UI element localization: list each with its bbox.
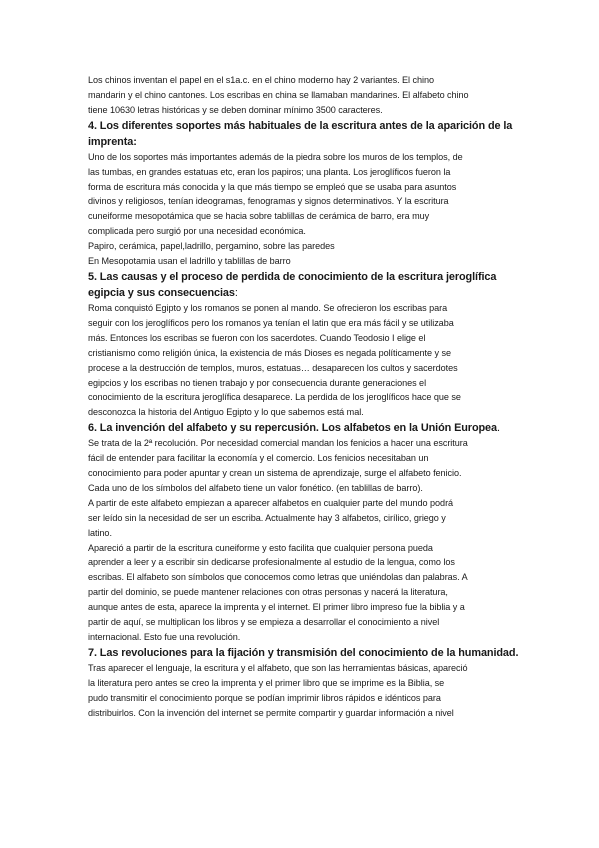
line-text: 6. La invención del alfabeto y su repercusión. Los alfabetos en la Unión Europea bbox=[88, 422, 497, 435]
section-heading-line bbox=[88, 645, 519, 661]
line-text: A partir de este alfabeto empiezan a aparecer alfabetos en cualquier parte del mundo podrá bbox=[88, 497, 454, 508]
body-text-line bbox=[88, 165, 519, 180]
line-text: cuneiforme mesopotámica que se hacia sobre tablillas de cerámica de barro, era muy bbox=[88, 211, 430, 222]
line-text: más. Entonces los escribas se fueron con los sacerdotes. Cuando Teodosio I elige el bbox=[88, 332, 426, 343]
line-text: 7. Las revoluciones para la fijación y transmisión del conocimiento de la humanidad. bbox=[88, 646, 519, 659]
line-text: distribuirlos. Con la invención del internet se permite compartir y guardar información a nivel bbox=[88, 707, 454, 718]
body-text-line bbox=[88, 180, 519, 195]
body-text-line bbox=[88, 706, 519, 721]
line-text: tiene 10630 letras históricas y se deben dominar mínimo 3500 caracteres. bbox=[88, 104, 383, 115]
body-text-line bbox=[88, 390, 519, 405]
body-text-line bbox=[88, 331, 519, 346]
line-text: Uno de los soportes más importantes además de la piedra sobre los muros de los templos, de bbox=[88, 151, 463, 162]
body-text-line bbox=[88, 88, 519, 103]
line-text: partir de aquí, se multiplican los libros y se empieza a desarrollar el conocimiento a nivel bbox=[88, 617, 440, 628]
body-text-line bbox=[88, 376, 519, 391]
body-text-line bbox=[88, 405, 519, 420]
body-text-line bbox=[88, 511, 519, 526]
line-text: ser leído sin la necesidad de ser un escriba. Actualmente hay 3 alfabetos, cirílico, griego y bbox=[88, 512, 446, 523]
line-text: aprender a leer y a escribir sin dedicarse profesionalmente al estudio de la lengua, como los bbox=[88, 557, 455, 568]
section-heading-line bbox=[88, 269, 519, 285]
body-text-line bbox=[88, 630, 519, 645]
body-text-line bbox=[88, 466, 519, 481]
line-text: En Mesopotamia usan el ladrillo y tablillas de barro bbox=[88, 256, 291, 267]
body-text-line bbox=[88, 73, 519, 88]
line-text: seguir con los jeroglíficos pero los romanos ya tenían el latin que era más fácil y se utilizaba bbox=[88, 317, 454, 328]
line-text: complicada pero surgió por una necesidad económica. bbox=[88, 226, 306, 237]
line-text: divinos y religiosos, tenían ideogramas, fenogramas y signos determinativos. Y la escritura bbox=[88, 196, 449, 207]
line-text: egipcia y sus consecuencias bbox=[88, 286, 235, 299]
body-text-line bbox=[88, 555, 519, 570]
body-text-line bbox=[88, 316, 519, 331]
section-heading-line bbox=[88, 118, 519, 134]
line-text: la literatura pero antes se creo la imprenta y el primer libro que se imprime es la Biblia, se bbox=[88, 677, 445, 688]
body-text-line bbox=[88, 194, 519, 209]
body-text-line bbox=[88, 541, 519, 556]
line-text: Se trata de la 2ª recolución. Por necesidad comercial mandan los fenicios a hacer una escritura bbox=[88, 438, 468, 449]
line-text: partir del dominio, se puede mantener relaciones con otras personas y nacerá la literatura, bbox=[88, 587, 448, 598]
body-text-line bbox=[88, 496, 519, 511]
line-text: imprenta: bbox=[88, 135, 137, 148]
line-text: egipcios y los escribas no tienen trabajo y por consecuencia durante generaciones el bbox=[88, 377, 427, 388]
body-text-line bbox=[88, 239, 519, 254]
line-text: Cada uno de los símbolos del alfabeto tiene un valor fonético. (en tablillas de barro). bbox=[88, 482, 423, 493]
body-text-line bbox=[88, 451, 519, 466]
line-text: desconozca la historia del Antiguo Egipto y lo que sabemos está mal. bbox=[88, 407, 364, 418]
body-text-line bbox=[88, 585, 519, 600]
line-text: fácil de entender para facilitar la economía y el comercio. Los fenicios necesitaban un bbox=[88, 453, 429, 464]
body-text-line bbox=[88, 103, 519, 118]
line-text: Papiro, cerámica, papel,ladrillo, pergamino, sobre las paredes bbox=[88, 241, 335, 252]
body-text-line bbox=[88, 361, 519, 376]
line-text: forma de escritura más conocida y la que más tiempo se empleó que se usaba para asuntos bbox=[88, 181, 457, 192]
line-text: conocimiento para poder apuntar y crean un sistema de aprendizaje, surge el alfabeto fenicio. bbox=[88, 468, 462, 479]
body-text-line bbox=[88, 301, 519, 316]
line-text: cristianismo como religión única, la existencia de más Dioses es negada políticamente y se bbox=[88, 347, 451, 358]
body-text-line bbox=[88, 224, 519, 239]
line-text: conocimiento de la escritura jeroglífica desaparece. La perdida de los jeroglíficos hace que se bbox=[88, 392, 461, 403]
line-text: mandarin y el chino cantones. Los escribas en china se llamaban mandarines. El alfabeto chino bbox=[88, 89, 469, 100]
line-text: escribas. El alfabeto son símbolos que conocemos como letras que uniéndolas dan palabras. A bbox=[88, 572, 468, 583]
line-text: Roma conquistó Egipto y los romanos se ponen al mando. Se ofrecieron los escribas para bbox=[88, 302, 448, 313]
line-tail: . bbox=[496, 422, 500, 435]
line-text: pudo transmitir el conocimiento porque se podían imprimir libros rápidos e idénticos para bbox=[88, 692, 441, 703]
line-text: Tras aparecer el lenguaje, la escritura y el alfabeto, que son las herramientas básicas, apareció bbox=[88, 662, 468, 673]
section-heading-line bbox=[88, 420, 519, 436]
body-text-line bbox=[88, 615, 519, 630]
body-text-line bbox=[88, 346, 519, 361]
body-text-line bbox=[88, 481, 519, 496]
body-text-line bbox=[88, 526, 519, 541]
body-text-line bbox=[88, 676, 519, 691]
body-text-line bbox=[88, 254, 519, 269]
section-heading-line bbox=[88, 285, 519, 301]
body-text-line bbox=[88, 570, 519, 585]
body-text-line bbox=[88, 691, 519, 706]
body-text-line bbox=[88, 150, 519, 165]
body-text-line bbox=[88, 661, 519, 676]
line-text: internacional. Esto fue una revolución. bbox=[88, 632, 241, 642]
line-text: aunque antes de esta, aparece la imprenta y el internet. El primer libro impreso fue la biblia y a bbox=[88, 602, 465, 613]
line-text: 4. Los diferentes soportes más habituales de la escritura antes de la aparición de la bbox=[88, 119, 513, 132]
line-text: Los chinos inventan el papel en el s1a.c. en el chino moderno hay 2 variantes. El chino bbox=[88, 75, 434, 85]
line-text: Apareció a partir de la escritura cuneiforme y esto facilita que cualquier persona pueda bbox=[88, 542, 433, 553]
line-text: las tumbas, en grandes estatuas etc, eran los papiros; una planta. Los jeroglíficos fueron la bbox=[88, 166, 451, 177]
body-text-line bbox=[88, 436, 519, 451]
section-heading-line bbox=[88, 134, 519, 150]
line-tail: : bbox=[234, 286, 238, 299]
body-text-line bbox=[88, 600, 519, 615]
line-text: procese a la destrucción de templos, muros, estatuas… desaparecen los cultos y sacerdotes bbox=[88, 362, 458, 373]
body-text-line bbox=[88, 209, 519, 224]
line-text: 5. Las causas y el proceso de perdida de conocimiento de la escritura jeroglífica bbox=[88, 270, 497, 283]
line-text: latino. bbox=[88, 527, 112, 538]
